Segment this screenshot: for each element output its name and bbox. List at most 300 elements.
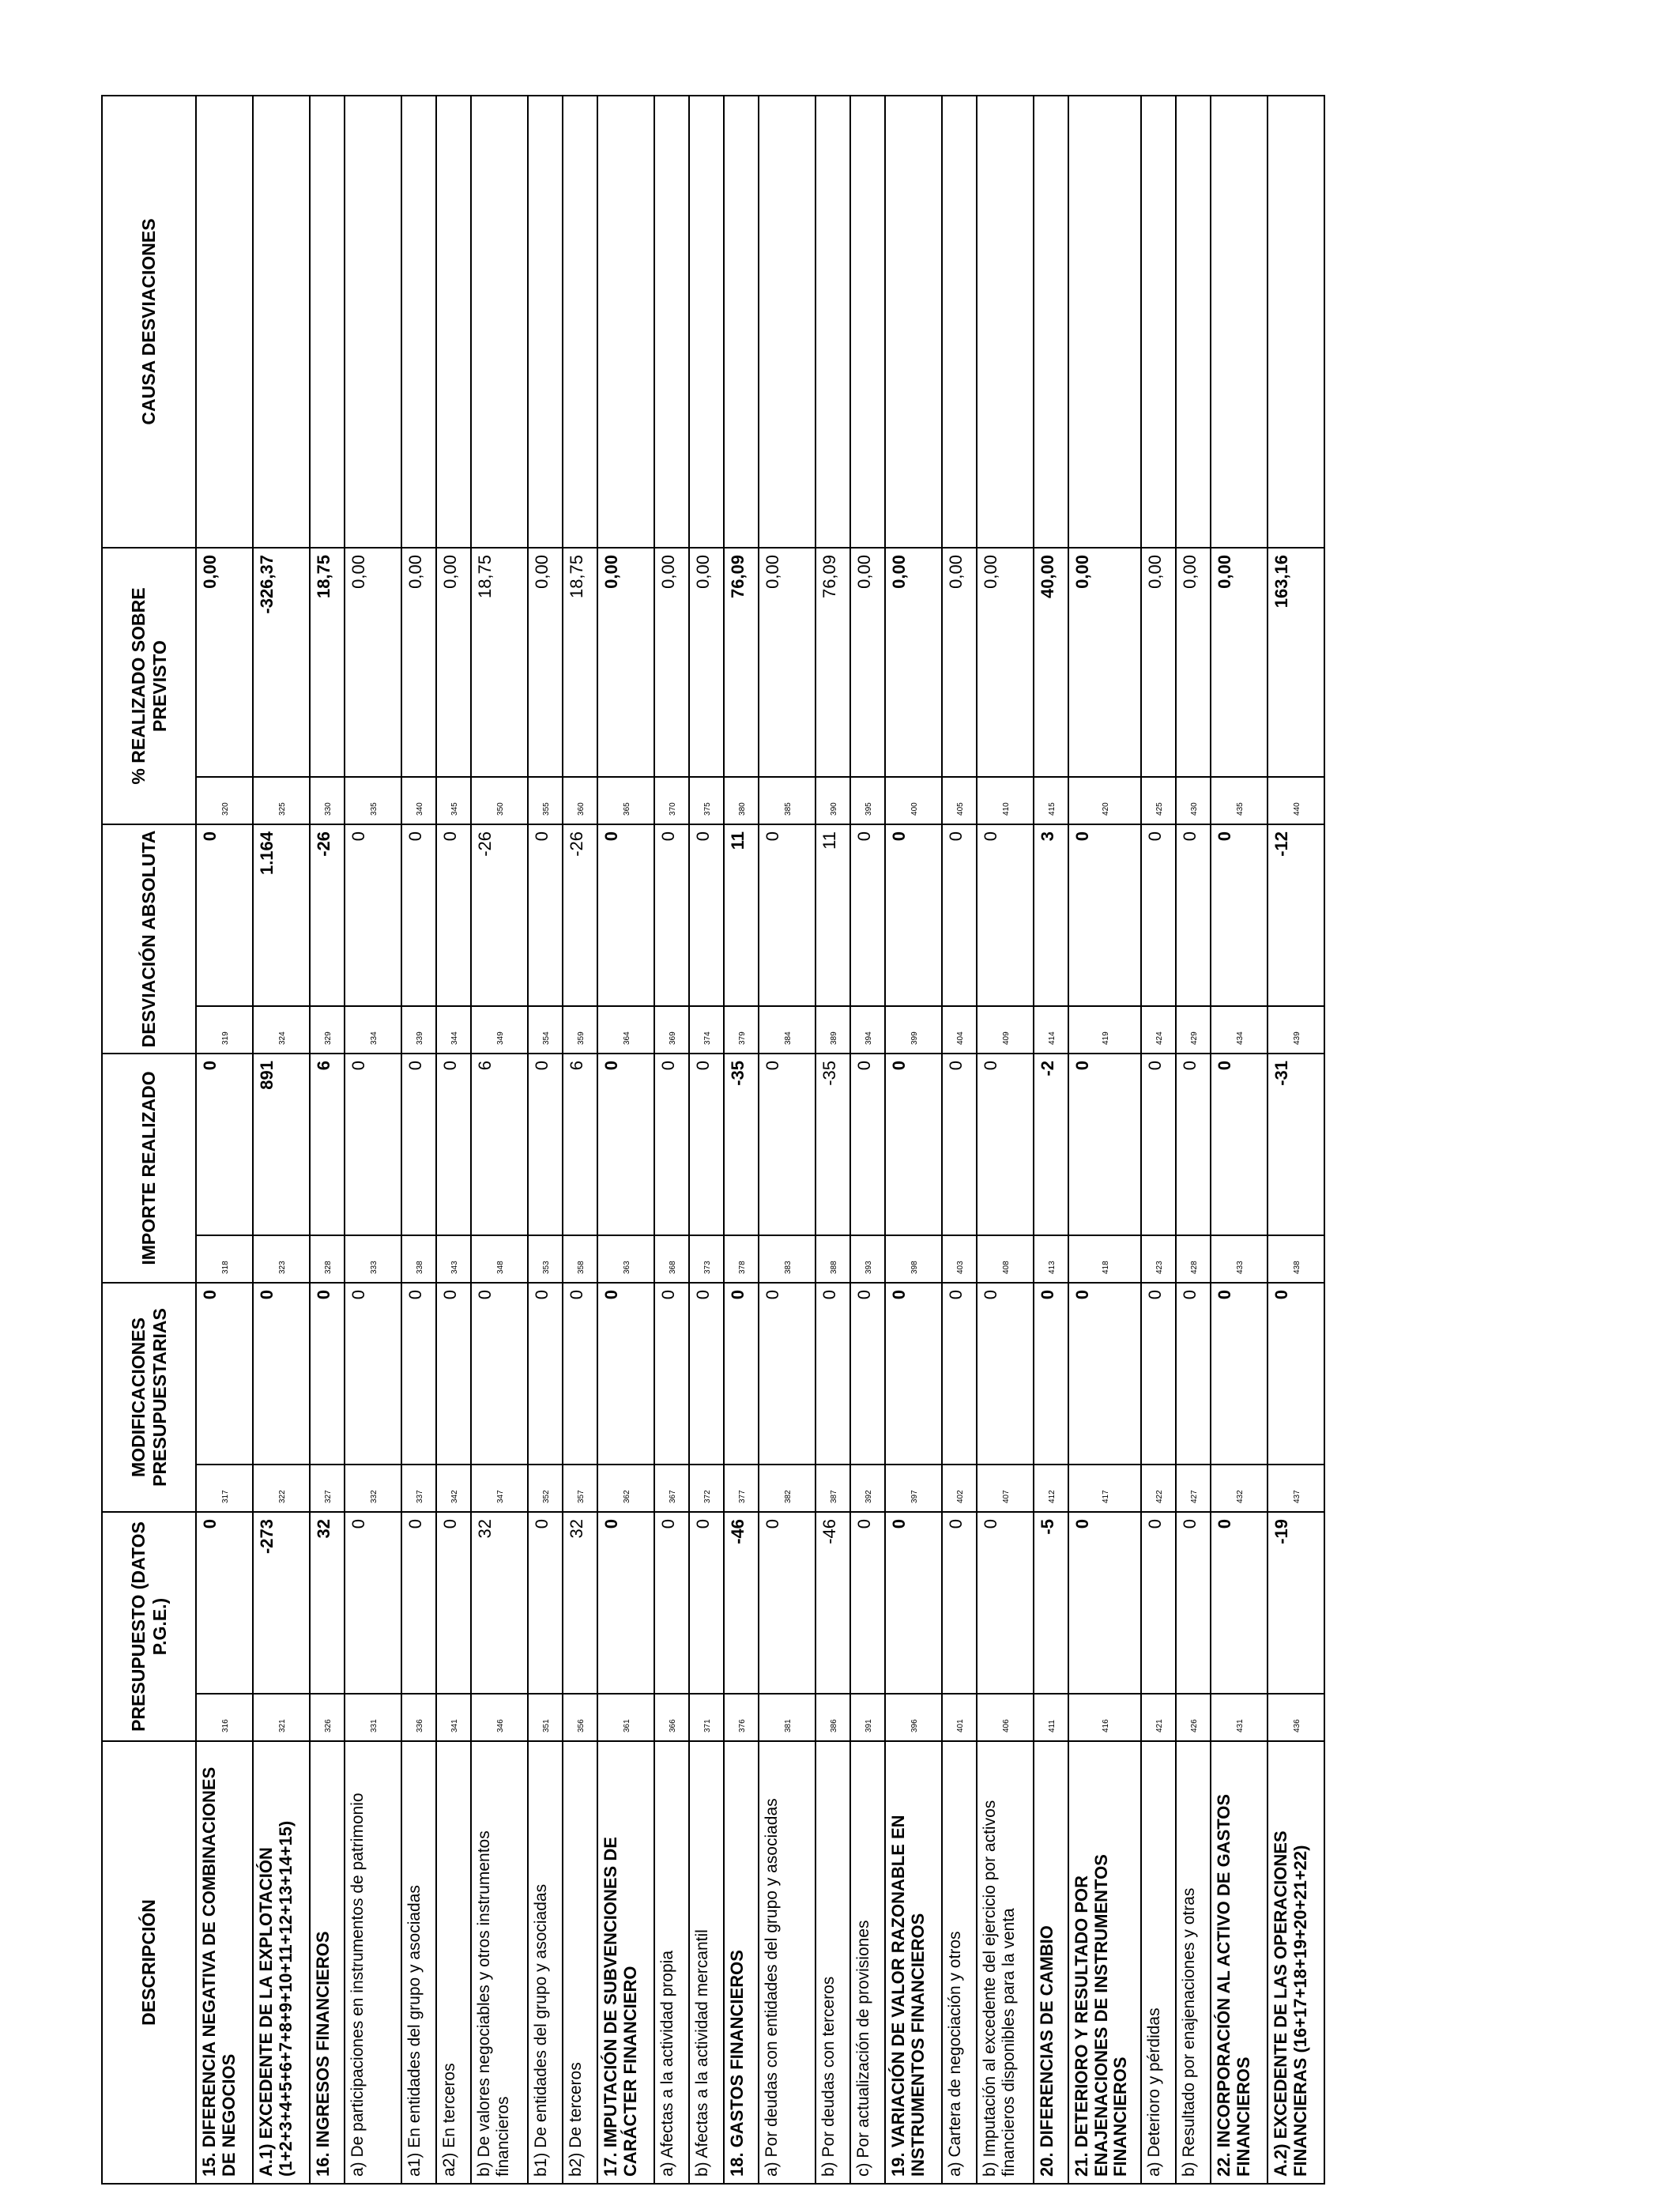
row-description: b) Resultado por enajenaciones y otras	[1176, 1741, 1211, 2184]
importe-value: 0	[597, 1054, 654, 1235]
importe-value: 0	[689, 1054, 724, 1235]
row-code: 327	[310, 1465, 345, 1512]
porcentaje-value: 163,16	[1268, 548, 1324, 777]
row-description: 17. IMPUTACIÓN DE SUBVENCIONES DE CARÁCTER FINANCIERO	[597, 1741, 654, 2184]
row-description: a2) En terceros	[436, 1741, 471, 2184]
table-row	[310, 96, 345, 2184]
table-body	[196, 96, 1324, 2184]
presupuesto-value: -46	[724, 1512, 759, 1694]
row-code: 339	[401, 1006, 436, 1054]
row-code: 378	[724, 1235, 759, 1283]
row-code: 426	[1176, 1694, 1211, 1741]
causa-cell	[942, 96, 977, 548]
row-code: 372	[689, 1465, 724, 1512]
row-code: 410	[977, 777, 1034, 824]
modificaciones-value: 0	[401, 1283, 436, 1465]
row-description: c) Por actualización de provisiones	[850, 1741, 885, 2184]
table-row	[654, 96, 689, 2184]
row-code: 346	[471, 1694, 528, 1741]
row-code: 369	[654, 1006, 689, 1054]
row-code: 375	[689, 777, 724, 824]
importe-value: 6	[563, 1054, 597, 1235]
causa-cell	[253, 96, 310, 548]
row-description: a) Deterioro y pérdidas	[1141, 1741, 1176, 2184]
porcentaje-value: 18,75	[563, 548, 597, 777]
porcentaje-value: 0,00	[759, 548, 816, 777]
desviacion-value: 0	[654, 824, 689, 1006]
row-description: 20. DIFERENCIAS DE CAMBIO	[1034, 1741, 1068, 2184]
row-code: 402	[942, 1465, 977, 1512]
table-row	[1068, 96, 1141, 2184]
desviacion-value: 0	[759, 824, 816, 1006]
presupuesto-value: -19	[1268, 1512, 1324, 1694]
row-code: 366	[654, 1694, 689, 1741]
causa-cell	[528, 96, 563, 548]
modificaciones-value: 0	[1034, 1283, 1068, 1465]
row-code: 329	[310, 1006, 345, 1054]
row-code: 357	[563, 1465, 597, 1512]
modificaciones-value: 0	[253, 1283, 310, 1465]
header-desviacion: DESVIACIÓN ABSOLUTA	[102, 824, 196, 1054]
table-row	[689, 96, 724, 2184]
row-code: 423	[1141, 1235, 1176, 1283]
row-code: 394	[850, 1006, 885, 1054]
porcentaje-value: -326,37	[253, 548, 310, 777]
presupuesto-value: 0	[597, 1512, 654, 1694]
presupuesto-value: 0	[977, 1512, 1034, 1694]
row-code: 374	[689, 1006, 724, 1054]
desviacion-value: 0	[1068, 824, 1141, 1006]
row-description: b) Imputación al excedente del ejercicio por activos financieros disponibles para la venta	[977, 1741, 1034, 2184]
importe-value: 891	[253, 1054, 310, 1235]
row-code: 401	[942, 1694, 977, 1741]
causa-cell	[885, 96, 942, 548]
row-code: 345	[436, 777, 471, 824]
modificaciones-value: 0	[759, 1283, 816, 1465]
row-code: 349	[471, 1006, 528, 1054]
row-code: 331	[345, 1694, 401, 1741]
porcentaje-value: 0,00	[1068, 548, 1141, 777]
table-row	[850, 96, 885, 2184]
presupuesto-value: 0	[1211, 1512, 1268, 1694]
row-code: 348	[471, 1235, 528, 1283]
row-code: 431	[1211, 1694, 1268, 1741]
row-code: 407	[977, 1465, 1034, 1512]
desviacion-value: 0	[942, 824, 977, 1006]
row-code: 317	[196, 1465, 253, 1512]
porcentaje-value: 18,75	[310, 548, 345, 777]
presupuesto-value: 0	[1176, 1512, 1211, 1694]
row-code: 417	[1068, 1465, 1141, 1512]
causa-cell	[850, 96, 885, 548]
desviacion-value: -26	[563, 824, 597, 1006]
table-row	[471, 96, 528, 2184]
importe-value: 0	[942, 1054, 977, 1235]
desviacion-value: -26	[310, 824, 345, 1006]
row-code: 411	[1034, 1694, 1068, 1741]
table-row	[597, 96, 654, 2184]
desviacion-value: 0	[1141, 824, 1176, 1006]
causa-cell	[816, 96, 850, 548]
row-code: 321	[253, 1694, 310, 1741]
desviacion-value: -12	[1268, 824, 1324, 1006]
row-code: 376	[724, 1694, 759, 1741]
modificaciones-value: 0	[1211, 1283, 1268, 1465]
table-row	[977, 96, 1034, 2184]
presupuesto-value: -46	[816, 1512, 850, 1694]
modificaciones-value: 0	[310, 1283, 345, 1465]
causa-cell	[1211, 96, 1268, 548]
modificaciones-value: 0	[689, 1283, 724, 1465]
presupuesto-value: 0	[850, 1512, 885, 1694]
importe-value: 0	[528, 1054, 563, 1235]
row-code: 322	[253, 1465, 310, 1512]
row-code: 437	[1268, 1465, 1324, 1512]
row-code: 386	[816, 1694, 850, 1741]
desviacion-value: 11	[816, 824, 850, 1006]
modificaciones-value: 0	[528, 1283, 563, 1465]
modificaciones-value: 0	[850, 1283, 885, 1465]
importe-value: -35	[724, 1054, 759, 1235]
causa-cell	[724, 96, 759, 548]
causa-cell	[759, 96, 816, 548]
row-code: 371	[689, 1694, 724, 1741]
row-code: 355	[528, 777, 563, 824]
table-row	[942, 96, 977, 2184]
presupuesto-value: 0	[689, 1512, 724, 1694]
causa-cell	[597, 96, 654, 548]
desviacion-value: 11	[724, 824, 759, 1006]
porcentaje-value: 0,00	[942, 548, 977, 777]
row-code: 325	[253, 777, 310, 824]
row-code: 435	[1211, 777, 1268, 824]
porcentaje-value: 0,00	[401, 548, 436, 777]
modificaciones-value: 0	[1141, 1283, 1176, 1465]
modificaciones-value: 0	[1068, 1283, 1141, 1465]
table-row	[345, 96, 401, 2184]
row-code: 316	[196, 1694, 253, 1741]
desviacion-value: 0	[528, 824, 563, 1006]
presupuesto-value: 0	[942, 1512, 977, 1694]
row-code: 425	[1141, 777, 1176, 824]
row-code: 436	[1268, 1694, 1324, 1741]
modificaciones-value: 0	[654, 1283, 689, 1465]
presupuesto-value: 32	[563, 1512, 597, 1694]
row-code: 384	[759, 1006, 816, 1054]
table-row	[1176, 96, 1211, 2184]
row-description: 19. VARIACIÓN DE VALOR RAZONABLE EN INSTRUMENTOS FINANCIEROS	[885, 1741, 942, 2184]
porcentaje-value: 0,00	[597, 548, 654, 777]
row-description: 16. INGRESOS FINANCIEROS	[310, 1741, 345, 2184]
causa-cell	[1068, 96, 1141, 548]
importe-value: 0	[654, 1054, 689, 1235]
row-code: 362	[597, 1465, 654, 1512]
header-porcentaje: % REALIZADO SOBRE PREVISTO	[102, 548, 196, 824]
row-code: 351	[528, 1694, 563, 1741]
table-row	[759, 96, 816, 2184]
header-row	[102, 96, 196, 2184]
row-code: 323	[253, 1235, 310, 1283]
causa-cell	[1176, 96, 1211, 548]
row-code: 404	[942, 1006, 977, 1054]
importe-value: 0	[1141, 1054, 1176, 1235]
porcentaje-value: 0,00	[850, 548, 885, 777]
desviacion-value: 0	[1211, 824, 1268, 1006]
row-code: 434	[1211, 1006, 1268, 1054]
causa-cell	[471, 96, 528, 548]
row-code: 412	[1034, 1465, 1068, 1512]
row-code: 422	[1141, 1465, 1176, 1512]
row-code: 385	[759, 777, 816, 824]
row-code: 440	[1268, 777, 1324, 824]
row-code: 358	[563, 1235, 597, 1283]
importe-value: 0	[885, 1054, 942, 1235]
row-code: 350	[471, 777, 528, 824]
modificaciones-value: 0	[1268, 1283, 1324, 1465]
row-description: a) Afectas a la actividad propia	[654, 1741, 689, 2184]
importe-value: -2	[1034, 1054, 1068, 1235]
row-code: 365	[597, 777, 654, 824]
row-description: 15. DIFERENCIA NEGATIVA DE COMBINACIONES DE NEGOCIOS	[196, 1741, 253, 2184]
porcentaje-value: 0,00	[436, 548, 471, 777]
presupuesto-value: 0	[1068, 1512, 1141, 1694]
modificaciones-value: 0	[597, 1283, 654, 1465]
desviacion-value: 0	[345, 824, 401, 1006]
row-description: b) De valores negociables y otros instrumentos financieros	[471, 1741, 528, 2184]
table-row	[1141, 96, 1176, 2184]
row-description: b1) De entidades del grupo y asociadas	[528, 1741, 563, 2184]
row-code: 406	[977, 1694, 1034, 1741]
desviacion-value: -26	[471, 824, 528, 1006]
modificaciones-value: 0	[885, 1283, 942, 1465]
header-modificaciones: MODIFICACIONES PRESUPUESTARIAS	[102, 1283, 196, 1512]
row-code: 343	[436, 1235, 471, 1283]
row-code: 353	[528, 1235, 563, 1283]
row-code: 415	[1034, 777, 1068, 824]
row-code: 390	[816, 777, 850, 824]
table-row	[436, 96, 471, 2184]
causa-cell	[977, 96, 1034, 548]
row-code: 338	[401, 1235, 436, 1283]
porcentaje-value: 0,00	[654, 548, 689, 777]
desviacion-value: 3	[1034, 824, 1068, 1006]
row-code: 354	[528, 1006, 563, 1054]
table-row	[816, 96, 850, 2184]
table-row	[528, 96, 563, 2184]
presupuesto-value: 0	[528, 1512, 563, 1694]
porcentaje-value: 0,00	[885, 548, 942, 777]
modificaciones-value: 0	[436, 1283, 471, 1465]
porcentaje-value: 0,00	[1141, 548, 1176, 777]
row-code: 400	[885, 777, 942, 824]
presupuesto-value: 0	[885, 1512, 942, 1694]
row-description: b2) De terceros	[563, 1741, 597, 2184]
presupuesto-value: 0	[436, 1512, 471, 1694]
row-description: 18. GASTOS FINANCIEROS	[724, 1741, 759, 2184]
desviacion-value: 0	[196, 824, 253, 1006]
row-code: 381	[759, 1694, 816, 1741]
modificaciones-value: 0	[977, 1283, 1034, 1465]
row-code: 335	[345, 777, 401, 824]
desviacion-value: 0	[1176, 824, 1211, 1006]
porcentaje-value: 0,00	[345, 548, 401, 777]
table-row	[253, 96, 310, 2184]
row-code: 368	[654, 1235, 689, 1283]
row-code: 367	[654, 1465, 689, 1512]
row-code: 420	[1068, 777, 1141, 824]
row-code: 424	[1141, 1006, 1176, 1054]
modificaciones-value: 0	[724, 1283, 759, 1465]
porcentaje-value: 76,09	[816, 548, 850, 777]
importe-value: 6	[471, 1054, 528, 1235]
row-code: 414	[1034, 1006, 1068, 1054]
modificaciones-value: 0	[345, 1283, 401, 1465]
row-description: 22. INCORPORACIÓN AL ACTIVO DE GASTOS FINANCIEROS	[1211, 1741, 1268, 2184]
causa-cell	[310, 96, 345, 548]
importe-value: 6	[310, 1054, 345, 1235]
presupuesto-value: 0	[654, 1512, 689, 1694]
header-causa: CAUSA DESVIACIONES	[102, 96, 196, 548]
row-code: 389	[816, 1006, 850, 1054]
presupuesto-value: 0	[196, 1512, 253, 1694]
row-code: 373	[689, 1235, 724, 1283]
row-code: 428	[1176, 1235, 1211, 1283]
row-code: 334	[345, 1006, 401, 1054]
presupuesto-value: 0	[401, 1512, 436, 1694]
porcentaje-value: 0,00	[689, 548, 724, 777]
row-code: 364	[597, 1006, 654, 1054]
porcentaje-value: 0,00	[1211, 548, 1268, 777]
importe-value: 0	[436, 1054, 471, 1235]
importe-value: 0	[759, 1054, 816, 1235]
row-code: 330	[310, 777, 345, 824]
modificaciones-value: 0	[816, 1283, 850, 1465]
desviacion-value: 0	[689, 824, 724, 1006]
row-description: a) Por deudas con entidades del grupo y asociadas	[759, 1741, 816, 2184]
row-description: A.1) EXCEDENTE DE LA EXPLOTACIÓN (1+2+3+4+5+6+7+8+9+10+11+12+13+14+15)	[253, 1741, 310, 2184]
importe-value: 0	[850, 1054, 885, 1235]
causa-cell	[345, 96, 401, 548]
porcentaje-value: 40,00	[1034, 548, 1068, 777]
row-code: 319	[196, 1006, 253, 1054]
row-code: 408	[977, 1235, 1034, 1283]
importe-value: 0	[345, 1054, 401, 1235]
row-code: 393	[850, 1235, 885, 1283]
row-code: 359	[563, 1006, 597, 1054]
row-code: 413	[1034, 1235, 1068, 1283]
importe-value: 0	[1176, 1054, 1211, 1235]
table-row	[563, 96, 597, 2184]
row-code: 398	[885, 1235, 942, 1283]
row-code: 391	[850, 1694, 885, 1741]
importe-value: 0	[1068, 1054, 1141, 1235]
modificaciones-value: 0	[471, 1283, 528, 1465]
desviacion-value: 1.164	[253, 824, 310, 1006]
desviacion-value: 0	[401, 824, 436, 1006]
row-description: a) De participaciones en instrumentos de patrimonio	[345, 1741, 401, 2184]
row-code: 388	[816, 1235, 850, 1283]
porcentaje-value: 0,00	[196, 548, 253, 777]
table-row	[1211, 96, 1268, 2184]
row-code: 341	[436, 1694, 471, 1741]
desviacion-value: 0	[436, 824, 471, 1006]
row-code: 333	[345, 1235, 401, 1283]
row-code: 370	[654, 777, 689, 824]
presupuesto-value: 32	[471, 1512, 528, 1694]
row-code: 324	[253, 1006, 310, 1054]
desviacion-value: 0	[850, 824, 885, 1006]
table-row	[196, 96, 253, 2184]
row-code: 326	[310, 1694, 345, 1741]
row-code: 403	[942, 1235, 977, 1283]
importe-value: 0	[196, 1054, 253, 1235]
presupuesto-value: 32	[310, 1512, 345, 1694]
row-code: 395	[850, 777, 885, 824]
porcentaje-value: 18,75	[471, 548, 528, 777]
porcentaje-value: 76,09	[724, 548, 759, 777]
presupuesto-value: 0	[1141, 1512, 1176, 1694]
row-code: 352	[528, 1465, 563, 1512]
row-code: 399	[885, 1006, 942, 1054]
row-code: 328	[310, 1235, 345, 1283]
causa-cell	[1141, 96, 1176, 548]
presupuesto-value: -5	[1034, 1512, 1068, 1694]
causa-cell	[1034, 96, 1068, 548]
table-row	[724, 96, 759, 2184]
row-description: a) Cartera de negociación y otros	[942, 1741, 977, 2184]
row-code: 427	[1176, 1465, 1211, 1512]
causa-cell	[563, 96, 597, 548]
table-row	[1268, 96, 1324, 2184]
row-code: 418	[1068, 1235, 1141, 1283]
financial-results-table	[101, 95, 1325, 2185]
row-code: 421	[1141, 1694, 1176, 1741]
row-code: 382	[759, 1465, 816, 1512]
row-code: 433	[1211, 1235, 1268, 1283]
causa-cell	[654, 96, 689, 548]
desviacion-value: 0	[597, 824, 654, 1006]
row-code: 336	[401, 1694, 436, 1741]
row-code: 416	[1068, 1694, 1141, 1741]
row-code: 432	[1211, 1465, 1268, 1512]
row-code: 409	[977, 1006, 1034, 1054]
row-code: 320	[196, 777, 253, 824]
causa-cell	[196, 96, 253, 548]
row-description: A.2) EXCEDENTE DE LAS OPERACIONES FINANCIERAS (16+17+18+19+20+21+22)	[1268, 1741, 1324, 2184]
importe-value: 0	[1211, 1054, 1268, 1235]
porcentaje-value: 0,00	[528, 548, 563, 777]
row-code: 397	[885, 1465, 942, 1512]
row-code: 377	[724, 1465, 759, 1512]
row-description: 21. DETERIORO Y RESULTADO POR ENAJENACIONES DE INSTRUMENTOS FINANCIEROS	[1068, 1741, 1141, 2184]
row-code: 332	[345, 1465, 401, 1512]
desviacion-value: 0	[977, 824, 1034, 1006]
porcentaje-value: 0,00	[977, 548, 1034, 777]
importe-value: 0	[401, 1054, 436, 1235]
modificaciones-value: 0	[942, 1283, 977, 1465]
presupuesto-value: 0	[759, 1512, 816, 1694]
row-code: 337	[401, 1465, 436, 1512]
modificaciones-value: 0	[196, 1283, 253, 1465]
header-importe: IMPORTE REALIZADO	[102, 1054, 196, 1283]
porcentaje-value: 0,00	[1176, 548, 1211, 777]
row-code: 387	[816, 1465, 850, 1512]
causa-cell	[689, 96, 724, 548]
row-code: 392	[850, 1465, 885, 1512]
row-code: 361	[597, 1694, 654, 1741]
causa-cell	[1268, 96, 1324, 548]
row-code: 430	[1176, 777, 1211, 824]
